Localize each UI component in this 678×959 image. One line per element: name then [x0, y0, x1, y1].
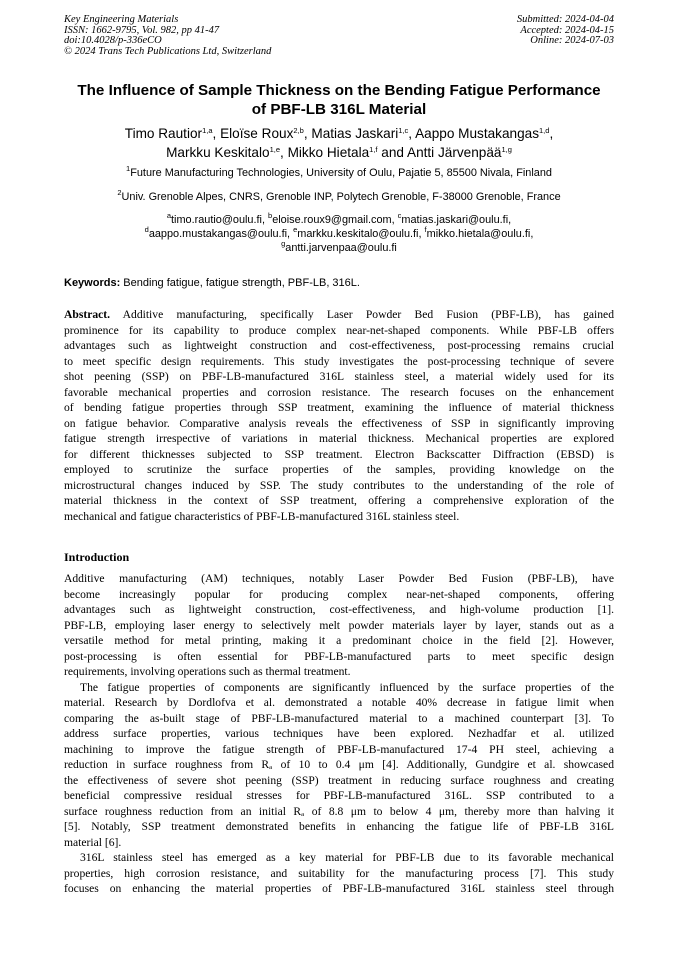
author-list [40, 124, 638, 162]
paragraph-line: properties, high corrosion resistance, and suitability for the manufacturing process [7]. This study [64, 866, 614, 880]
paragraph-line: material. Research by Dordlofva et al. demonstrated a notable 40% decrease in fatigue limit when [64, 696, 614, 709]
paragraph-line: surface roughness reduction from an initial Rₐ of 8.8 μm to below 4 μm, thereby more than halving it [64, 804, 614, 818]
email-link[interactable]: markku.keskitalo@oulu.fi [297, 228, 419, 240]
abstract-line: for different thicknesses subjected to SSP treatment. Electron Backscatter Diffraction (EBSD) is [64, 447, 614, 461]
abstract-line: of bending fatigue properties through SSP treatment, examining the influence of material thickness [64, 401, 614, 414]
abstract-line: prominence for its capability to produce complex near-net-shaped components. While PBF-LB offers [64, 323, 614, 337]
paragraph-line: machining to improve the fatigue strength of PBF-LB-manufactured 17-4 PH steel, achieving a [64, 742, 614, 756]
paragraph-line: the effectiveness of severe shot peening (SSP) treatment in reducing surface roughness and creating [64, 773, 614, 787]
affiliation-mark: 1 [126, 164, 131, 173]
email-link[interactable]: mikko.hietala@oulu.fi [426, 228, 531, 240]
email-link[interactable]: antti.jarvenpaa@oulu.fi [285, 242, 397, 254]
abstract-line: shot peening (SSP) on PBF-LB-manufactured 316L stainless steel, a material widely used for its [64, 370, 614, 383]
author-name: Antti Järvenpää [407, 145, 502, 160]
email-mark: f [424, 225, 427, 234]
keywords [64, 277, 616, 290]
submission-dates [394, 15, 614, 47]
paragraph-line: requirements, involving operations such as thermal treatment. [64, 665, 351, 678]
author-name: Timo Rautior [124, 126, 203, 141]
paragraph-line: comparing the as-built stage of PBF-LB-manufactured material to a machined counterpart [3]. To [64, 711, 614, 725]
email-line: $^a$timo.rautio@oulu.fi, $^b$eloise.roux9@gmail.com, $^c$matias.jaskari@oulu.fi, [166, 211, 512, 226]
title-line: The Influence of Sample Thickness on the Bending Fatigue Performance [77, 82, 601, 99]
keywords-text: Bending fatigue, fatigue strength, PBF-LB, 316L. [120, 277, 360, 289]
author-name: Mikko Hietala [287, 145, 370, 160]
author-affiliation-mark: 1,a [202, 126, 213, 135]
author-affiliation-mark: 1,g [501, 145, 512, 154]
journal-info [64, 15, 404, 57]
paragraph-line: address surface properties, various techniques have been explored. Nezhadfar et al. utilized [64, 727, 614, 740]
author-name: Eloïse Roux [220, 126, 294, 141]
affiliation [30, 188, 648, 204]
email-link[interactable]: timo.rautio@oulu.fi [171, 214, 262, 226]
paragraph-line: post-processing is often essential for PBF-LB-manufactured parts to meet specific design [64, 649, 614, 663]
email-link[interactable]: aappo.mustakangas@oulu.fi [148, 228, 288, 240]
author-affiliation-mark: 2,b [293, 126, 304, 135]
paragraph-line: advantages such as lightweight construction, cost-effectiveness, and high-volume production [1]. [64, 603, 614, 616]
author-affiliation-mark: 1,e [269, 145, 281, 154]
email-mark: b [268, 211, 273, 220]
abstract-line: favorable mechanical properties and corrosion resistance. The research focuses on the enhancement [64, 385, 614, 399]
email-line [30, 241, 648, 255]
abstract-line: on fatigue behavior. Comparative analysis reveals the effectiveness of SSP in significantly improving [64, 416, 614, 430]
abstract-line: advantages such as lightweight construction and cost-effectiveness, post-processing remains crucial [64, 339, 614, 352]
online-date: Online: 2024-07-03 [530, 35, 614, 47]
section-heading-introduction: Introduction [64, 550, 130, 564]
title-line: of PBF-LB 316L Material [251, 100, 427, 118]
paragraph-line: versatile method for metal printing, making it a predominant choice in the field [2]. However, [64, 634, 614, 647]
email-link[interactable]: eloise.roux9@gmail.com [272, 214, 392, 226]
introduction-body [64, 571, 614, 897]
paragraph-line: beneficial compressive residual stresses for PBF-LB-manufactured 316L. SSP contributed to a [64, 789, 614, 802]
paragraph-line: The fatigue properties of components are significantly influenced by the surface properties of the [80, 680, 614, 694]
abstract-line: mechanical and fatigue characteristics of PBF-LB-manufactured 316L stainless steel. [64, 509, 460, 523]
paragraph-line: focuses on enhancing the material properties of PBF-LB-manufactured 316L stainless steel through [64, 882, 614, 895]
accepted-date: Accepted: 2024-04-15 [520, 24, 614, 36]
email-mark: d [144, 225, 149, 234]
affiliation [30, 164, 648, 180]
author-affiliation-mark: 1,d [539, 126, 550, 135]
submitted-date: Submitted: 2024-04-04 [516, 14, 614, 25]
keywords-label: Keywords: [64, 277, 121, 289]
paragraph-line: material [6]. [64, 835, 122, 849]
email-mark: c [397, 211, 402, 220]
author-line: Timo Rautior$^{1,a}$, Eloïse Roux$^{2,b}$, Matias Jaskari$^{1,c}$, Aappo Mustakangas$^{1,d}$, [124, 126, 554, 141]
copyright: © 2024 Trans Tech Publications Ltd, Switzerland [64, 45, 272, 57]
journal-issn: ISSN: 1662-9795, Vol. 982, pp 41-47 [64, 24, 220, 36]
doi: doi:10.4028/p-336eCO [64, 35, 162, 47]
paragraph-line: Additive manufacturing (AM) techniques, notably Laser Powder Bed Fusion (PBF-LB), have [64, 572, 614, 585]
journal-name: Key Engineering Materials [64, 14, 179, 25]
email-mark: g [281, 239, 286, 248]
email-link[interactable]: matias.jaskari@oulu.fi [401, 214, 509, 226]
author-name: Matias Jaskari [311, 126, 399, 141]
paper-title [40, 82, 638, 119]
abstract-line: employed to scrutinize the surface properties of the samples, providing knowledge on the [64, 463, 614, 476]
affiliation-text: Univ. Grenoble Alpes, CNRS, Grenoble INP, Polytech Grenoble, F-38000 Grenoble, France [121, 191, 561, 203]
paragraph-line: PBF-LB, employing laser energy to selectively melt powder materials layer by layer, stands out as a [64, 618, 614, 632]
author-name: Markku Keskitalo [166, 145, 270, 160]
abstract-line: material thickness in the context of SSP treatment, offering a comprehensive exploration of the [64, 494, 614, 507]
author-affiliation-mark: 1,c [398, 126, 409, 135]
abstract-line: fatigue strength irrespective of variations in material thickness. Mechanical properties are explored [64, 432, 614, 445]
abstract-line [64, 307, 614, 323]
paragraph-line: reduction in surface roughness from Rₐ of 10 to 0.4 μm [4]. Additionally, Gundgire et al. showcased [64, 758, 614, 771]
email-mark: a [166, 211, 171, 220]
abstract-label: Abstract. [64, 308, 111, 321]
email-mark: e [293, 225, 298, 234]
email-line: $^d$aappo.mustakangas@oulu.fi, $^e$markku.keskitalo@oulu.fi, $^f$mikko.hietala@oulu.fi, [144, 225, 534, 240]
email-list [30, 213, 648, 255]
abstract-line: to meet specific design requirements. This study investigates the post-processing technique of severe [64, 354, 614, 368]
paragraph-line: 316L stainless steel has emerged as a key material for PBF-LB due to its favorable mechanical [80, 851, 614, 864]
author-line: Markku Keskitalo$^{1,e}$, Mikko Hietala$^{1,f}$ and Antti Järvenpää$^{1,g}$ [166, 145, 512, 160]
abstract [64, 307, 614, 524]
author-affiliation-mark: 1,f [369, 145, 378, 154]
paragraph-line: become increasingly popular for producing complex near-net-shaped components, offering [64, 587, 614, 601]
abstract-line-text: Additive manufacturing, specifically Laser Powder Bed Fusion (PBF-LB), has gained [110, 308, 614, 321]
paragraph-line: [5]. Notably, SSP treatment demonstrated benefits in enhancing the fatigue life of PBF-LB 316L [64, 820, 614, 833]
affiliation-mark: 2 [117, 188, 122, 197]
author-name: Aappo Mustakangas [415, 126, 540, 141]
affiliation-text: Future Manufacturing Technologies, University of Oulu, Pajatie 5, 85500 Nivala, Finland [130, 167, 552, 179]
abstract-line: microstructural changes induced by SSP. The study contributes to the understanding of the role of [64, 478, 614, 492]
